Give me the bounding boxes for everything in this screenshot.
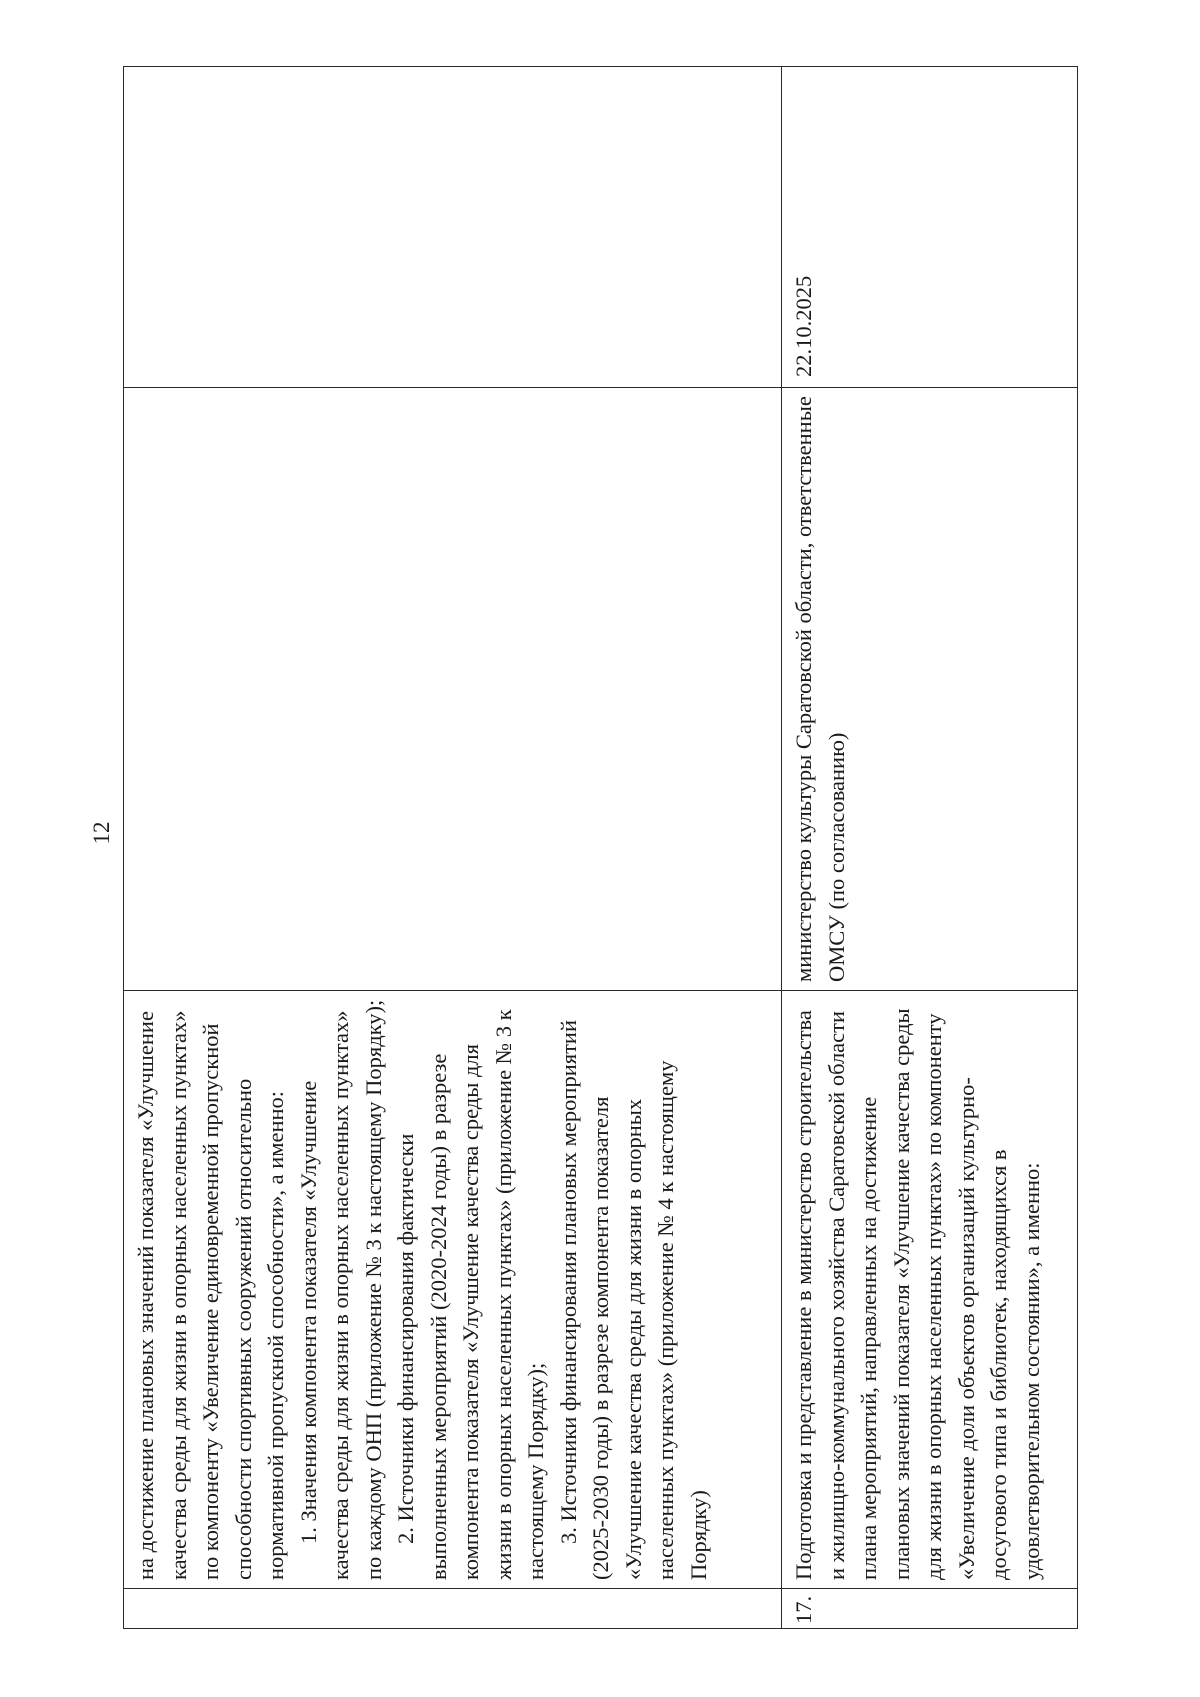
paragraph-item-2: 2. Источники финансирования фактически выполненных мероприятий (2020-2024 годы) в разрезе компонента показателя «Улучшение качества среды для жизни в опорных населенных пунктах» (приложение № 3 к настоящему Порядку); <box>393 1009 548 1580</box>
activity-description-cell <box>782 991 1078 1589</box>
table-row <box>124 67 782 1629</box>
table-row <box>782 67 1078 1629</box>
paragraph-item-3: 3. Источники финансирования плановых мероприятий (2025-2030 годы) в разрезе компонента показателя «Улучшение качества среды для жизни в опорных населенных пунктах» (приложение № 4 к настоящему Порядку) <box>555 1019 711 1580</box>
paragraph-intro: Подготовка и представление в министерство строительства и жилищно-коммунального хозяйства Саратовской области плана мероприятий, направленных на достижение плановых значений показателя «Улучшение качества среды для жизни в опорных населенных пунктах» по компоненту «Увеличение доли объектов организаций культурно-досугового типа и библиотек, находящихся в удовлетворительном состоянии», а именно: <box>791 1008 1044 1580</box>
executor-cell <box>124 388 782 991</box>
plan-table <box>123 66 1078 1629</box>
paragraph-item-1: 1. Значения компонента показателя «Улучшение качества среды для жизни в опорных населенных пунктах» по каждому ОНП (приложение № 3 к настоящему Порядку); <box>295 999 386 1580</box>
row-number-cell: 17. <box>782 1589 1078 1629</box>
paragraph-intro: на достижение плановых значений показателя «Улучшение качества среды для жизни в опорных населенных пунктах» по компоненту «Увеличение единовременной пропускной способности спортивных сооружений относительно нормативной пропускной способности», а именно: <box>133 1010 288 1580</box>
rotated-page <box>123 67 1077 1629</box>
page-number: 12 <box>89 821 114 845</box>
deadline-cell <box>124 67 782 388</box>
deadline-cell: 22.10.2025 <box>782 67 1078 388</box>
executor-cell: министерство культуры Саратовской области, ответственные ОМСУ (по согласованию) <box>782 388 1078 991</box>
row-number-cell <box>124 1589 782 1629</box>
activity-description-cell <box>124 991 782 1589</box>
